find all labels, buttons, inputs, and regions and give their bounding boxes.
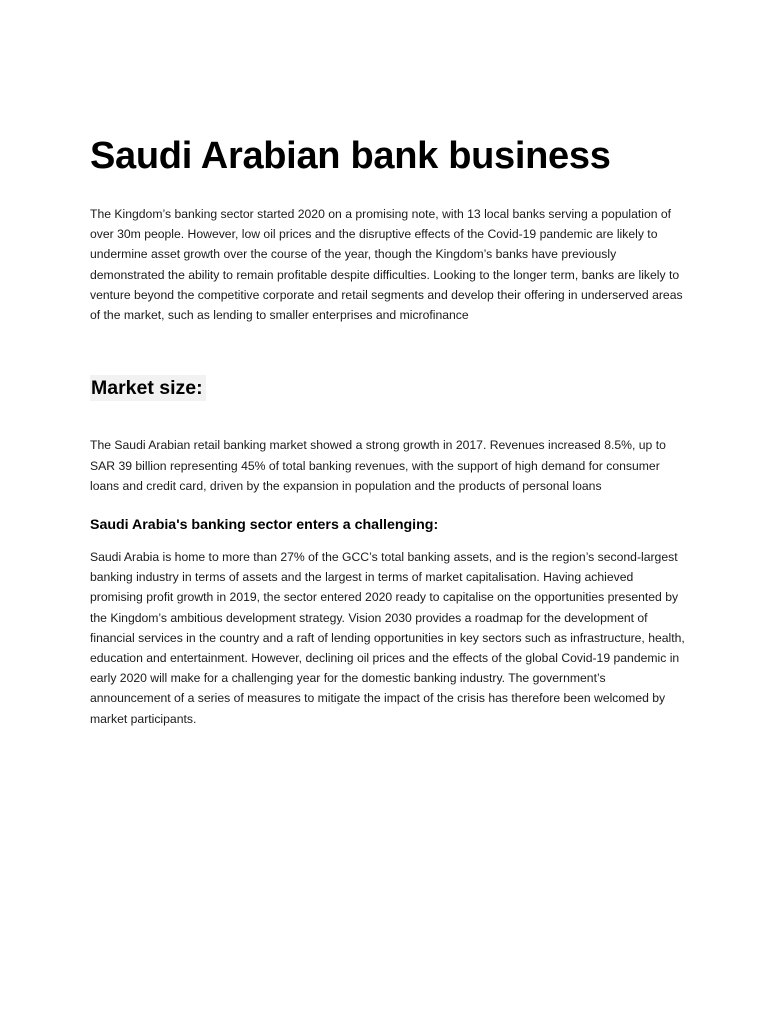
intro-paragraph: The Kingdom’s banking sector started 2020 on a promising note, with 13 local banks serving a population of over 30m people. However, low oil prices and the disruptive effects of the Covid-19 pandemic are likely to undermine asset growth over the course of the year, though the Kingdom’s banks have previously demonstrated the ability to remain profitable despite difficulties. Looking to the longer term, banks are likely to venture beyond the competitive corporate and retail segments and develop their offering in underserved areas of the market, such as lending to smaller enterprises and microfinance — [90, 207, 683, 323]
section-body-banking-sector: Saudi Arabia is home to more than 27% of the GCC’s total banking assets, and is the region’s second-largest banking industry in terms of assets and the largest in terms of market capitalisation. Having achieved promising profit growth in 2019, the sector entered 2020 ready to capitalise on the opportunities presented by the Kingdom’s ambitious development strategy. Vision 2030 provides a roadmap for the development of financial services in the country and a raft of lending opportunities in key sectors such as infrastructure, health, education and entertainment. However, declining oil prices and the effects of the global Covid-19 pandemic in early 2020 will make for a challenging year for the domestic banking industry. The government’s announcement of a series of measures to mitigate the impact of the crisis has therefore been welcomed by market participants. — [90, 550, 685, 726]
document-content — [90, 128, 686, 729]
section-market-size — [90, 325, 686, 496]
document-title: Saudi Arabian bank business — [90, 135, 611, 177]
section-banking-sector — [90, 514, 686, 729]
section-body-market-size: The Saudi Arabian retail banking market showed a strong growth in 2017. Revenues increased 8.5%, up to SAR 39 billion representing 45% of total banking revenues, with the support of high demand for consumer loans and credit card, driven by the expansion in population and the products of personal loans — [90, 438, 666, 493]
section-heading-market-size: Market size: — [90, 375, 206, 401]
section-heading-banking-sector: Saudi Arabia's banking sector enters a challenging: — [90, 517, 439, 533]
